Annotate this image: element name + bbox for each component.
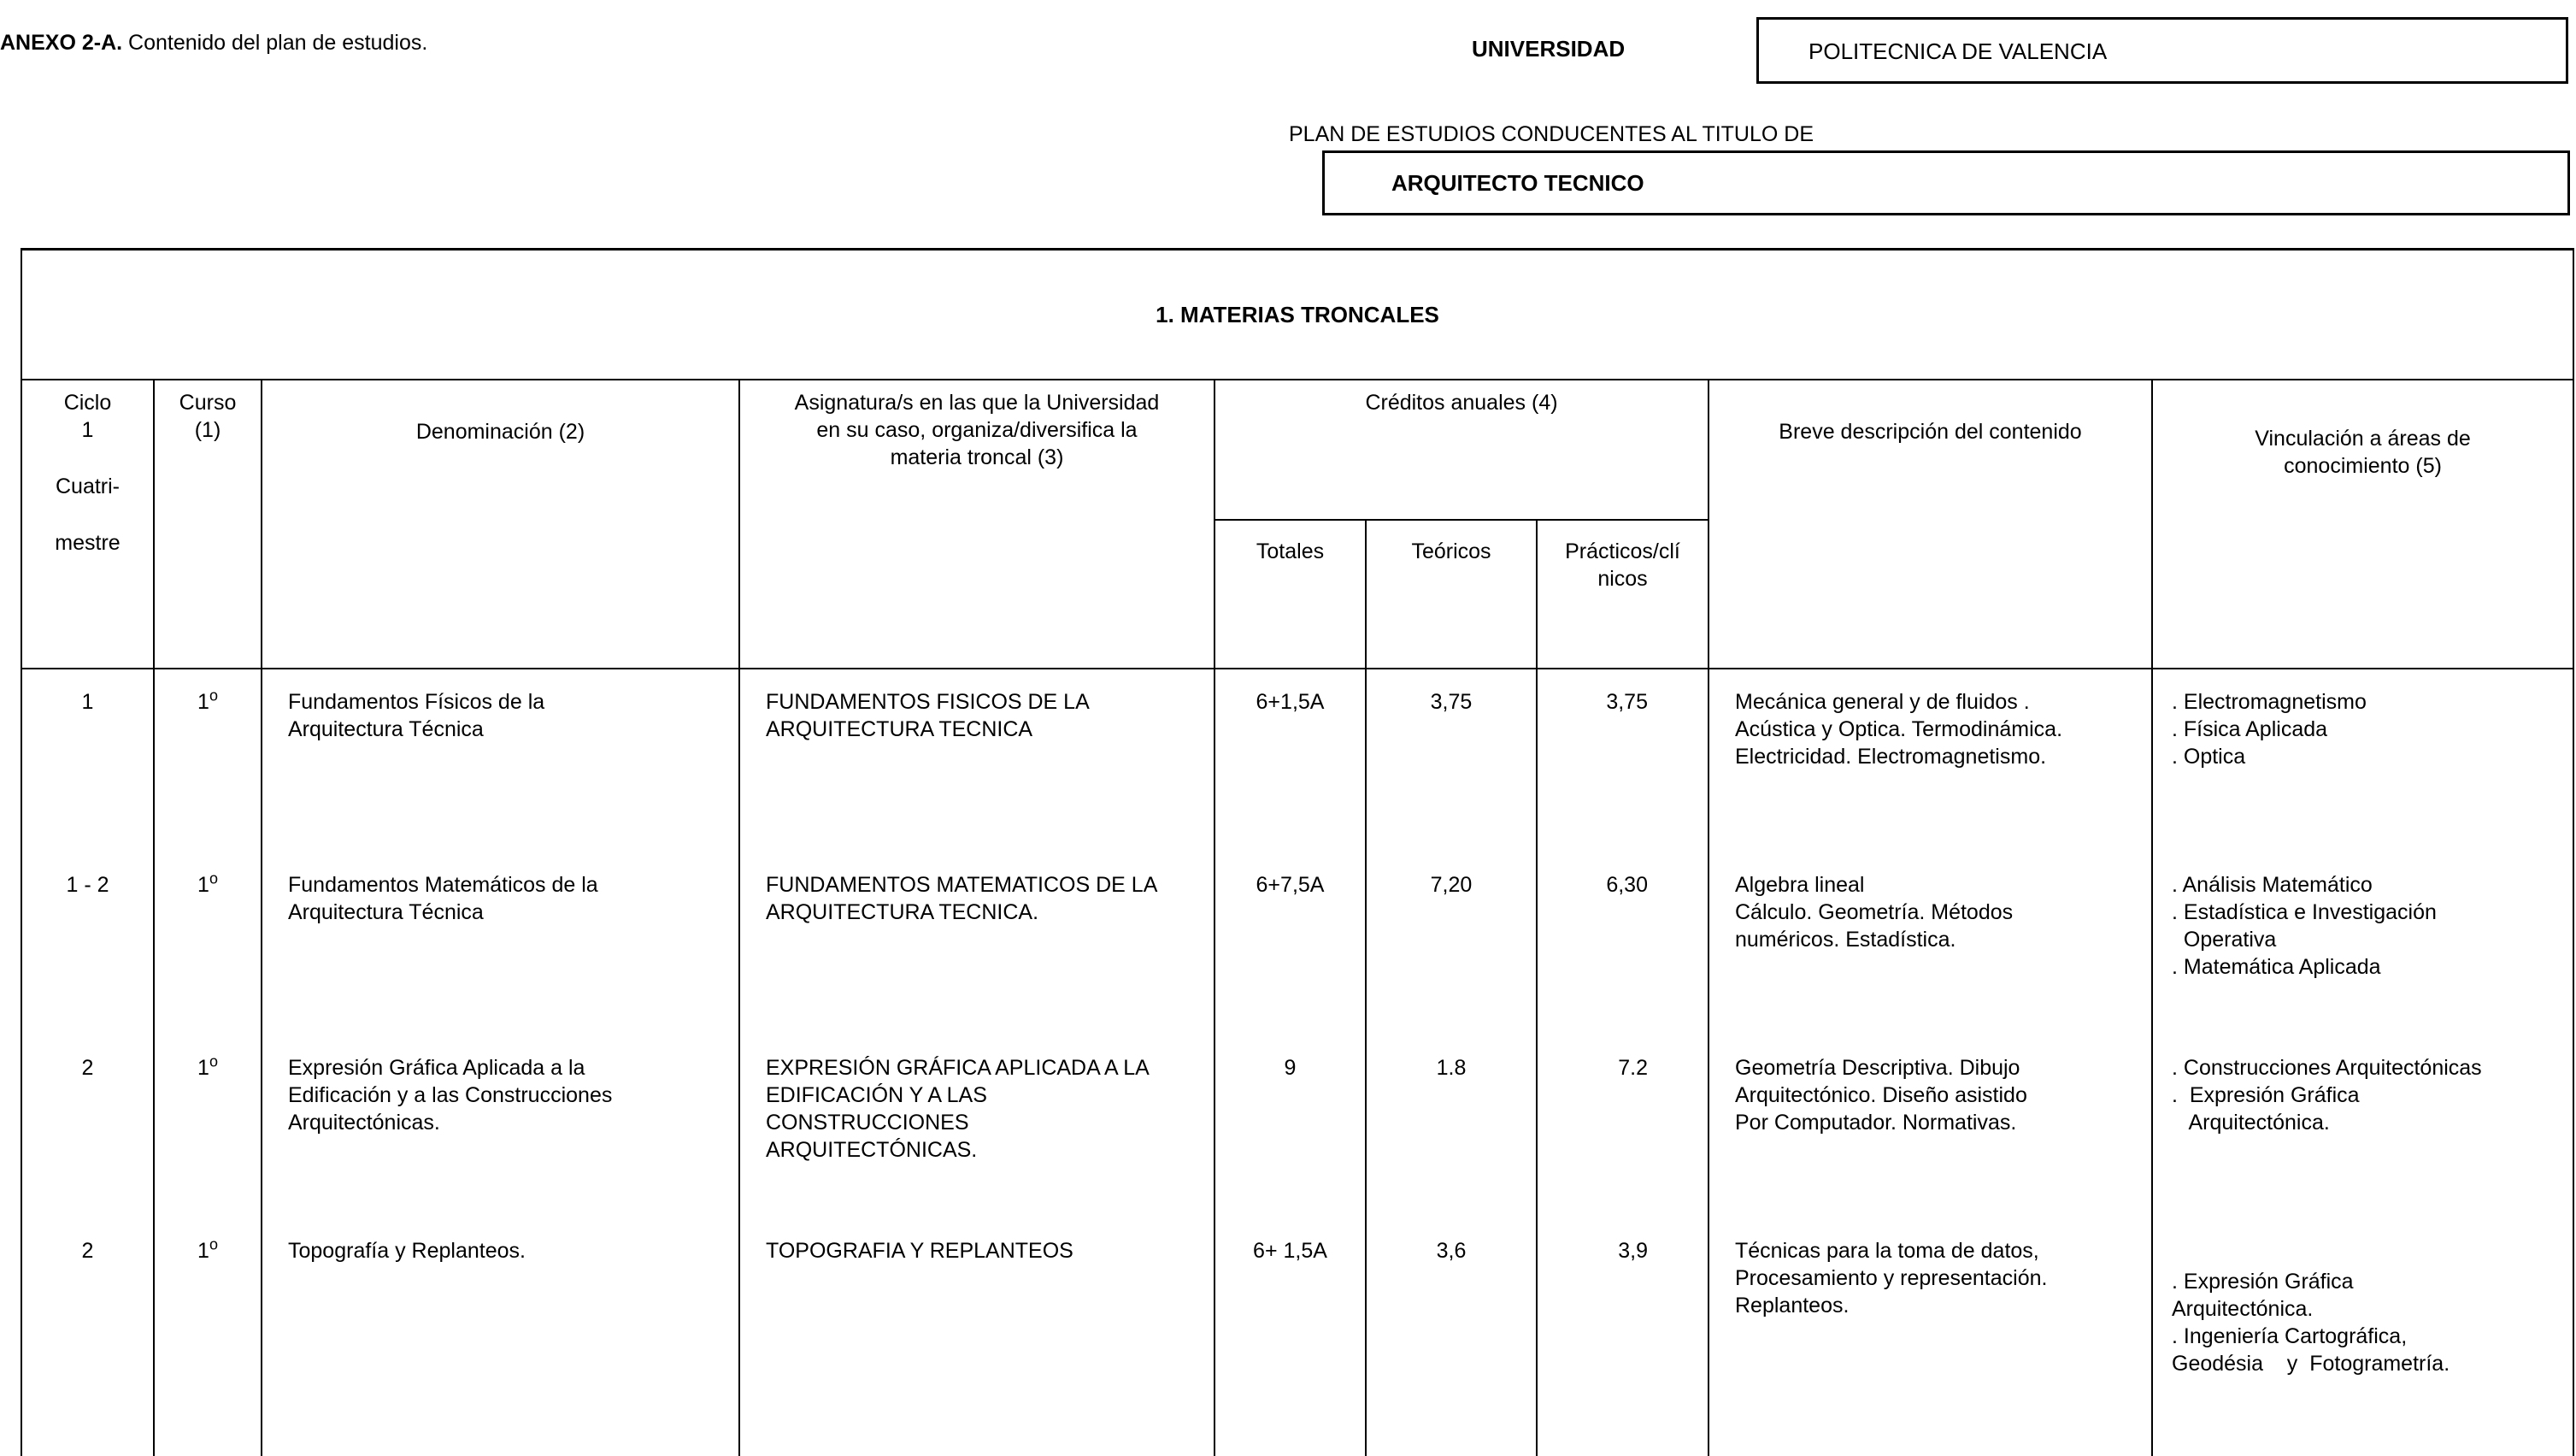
area-line: . Expresión Gráfica <box>2172 1083 2360 1107</box>
curso-value: 1 <box>197 1239 209 1263</box>
cell-curso <box>154 1218 262 1456</box>
cell-practicos: 3,75 <box>1537 669 1709 852</box>
cell-denominacion <box>262 1218 739 1456</box>
ciclo-line-1: Ciclo <box>63 391 112 415</box>
title-box <box>1322 150 2570 215</box>
descripcion-line: Algebra lineal <box>1735 873 1865 897</box>
asignatura-line: ARQUITECTÓNICAS. <box>766 1138 978 1162</box>
denominacion-line: Fundamentos Físicos de la <box>288 690 545 714</box>
curso-sup: o <box>209 869 218 887</box>
descripcion-line: Electricidad. Electromagnetismo. <box>1735 745 2047 769</box>
cell-practicos: 3,9 <box>1537 1218 1709 1456</box>
section-title: 1. MATERIAS TRONCALES <box>21 250 2573 380</box>
cell-descripcion <box>1709 1218 2152 1456</box>
descripcion-line: Acústica y Optica. Termodinámica. <box>1735 717 2063 741</box>
area-line: . Matemática Aplicada <box>2172 955 2381 979</box>
cell-descripcion <box>1709 669 2152 852</box>
cell-teoricos: 1.8 <box>1366 1035 1537 1218</box>
cell-curso <box>154 1035 262 1218</box>
cell-areas <box>2152 669 2573 852</box>
asignatura-line: CONSTRUCCIONES <box>766 1111 969 1135</box>
university-box <box>1756 17 2568 84</box>
curso-line-1: Curso <box>179 391 237 415</box>
asignatura-line: ARQUITECTURA TECNICA <box>766 717 1033 741</box>
vinculacion-line-2: conocimiento (5) <box>2284 454 2442 478</box>
curso-sup: o <box>209 687 218 704</box>
cell-practicos: 6,30 <box>1537 852 1709 1035</box>
descripcion-line: Arquitectónico. Diseño asistido <box>1735 1083 2027 1107</box>
descripcion-line: Por Computador. Normativas. <box>1735 1111 2017 1135</box>
practicos-line-2: nicos <box>1597 567 1648 591</box>
annex-heading <box>0 31 427 56</box>
cell-totales: 6+7,5A <box>1214 852 1366 1035</box>
ciclo-line-2: 1 <box>81 418 94 442</box>
denominacion-line: Edificación y a las Construcciones <box>288 1083 613 1107</box>
cell-ciclo: 2 <box>21 1035 154 1218</box>
cell-areas <box>2152 852 2573 1035</box>
plan-label: PLAN DE ESTUDIOS CONDUCENTES AL TITULO DE <box>1289 122 1814 146</box>
table-row <box>21 852 2573 1035</box>
cell-ciclo: 2 <box>21 1218 154 1456</box>
asignatura-line: FUNDAMENTOS MATEMATICOS DE LA <box>766 873 1158 897</box>
annex-label: ANEXO 2-A. <box>0 31 123 55</box>
cell-teoricos: 7,20 <box>1366 852 1537 1035</box>
col-vinculacion-header <box>2152 380 2573 669</box>
area-line: . Construcciones Arquitectónicas <box>2172 1056 2482 1080</box>
col-teoricos-header: Teóricos <box>1366 520 1537 669</box>
denominacion-line: Arquitectura Técnica <box>288 900 484 924</box>
cell-practicos: 7.2 <box>1537 1035 1709 1218</box>
asignatura-head-line-1: Asignatura/s en las que la Universidad <box>794 391 1160 415</box>
cell-asignatura <box>739 669 1214 852</box>
ciclo-line-4: mestre <box>55 531 121 555</box>
area-line: . Ingeniería Cartográfica, <box>2172 1324 2408 1348</box>
cell-teoricos: 3,75 <box>1366 669 1537 852</box>
descripcion-line: Cálculo. Geometría. Métodos <box>1735 900 2014 924</box>
cell-asignatura <box>739 1035 1214 1218</box>
col-asignatura-header <box>739 380 1214 669</box>
cell-denominacion <box>262 669 739 852</box>
descripcion-line: Procesamiento y representación. <box>1735 1266 2048 1290</box>
practicos-line-1: Prácticos/clí <box>1565 539 1680 563</box>
cell-asignatura <box>739 852 1214 1035</box>
cell-areas <box>2152 1218 2573 1456</box>
descripcion-line: numéricos. Estadística. <box>1735 928 1956 952</box>
col-ciclo-header <box>21 380 154 669</box>
cell-asignatura <box>739 1218 1214 1456</box>
asignatura-line: TOPOGRAFIA Y REPLANTEOS <box>766 1239 1073 1263</box>
cell-totales: 9 <box>1214 1035 1366 1218</box>
col-descripcion-header: Breve descripción del contenido <box>1709 380 2152 669</box>
asignatura-line: EXPRESIÓN GRÁFICA APLICADA A LA <box>766 1056 1150 1080</box>
descripcion-line: Replanteos. <box>1735 1294 1850 1317</box>
denominacion-line: Topografía y Replanteos. <box>288 1239 526 1263</box>
area-line: Arquitectónica. <box>2172 1297 2314 1321</box>
col-practicos-header <box>1537 520 1709 669</box>
cell-descripcion <box>1709 852 2152 1035</box>
descripcion-line: Geometría Descriptiva. Dibujo <box>1735 1056 2020 1080</box>
area-line: . Estadística e Investigación <box>2172 900 2437 924</box>
annex-text: Contenido del plan de estudios. <box>128 31 428 55</box>
asignatura-line: EDIFICACIÓN Y A LAS <box>766 1083 987 1107</box>
materias-table <box>21 248 2574 1456</box>
cell-ciclo: 1 <box>21 669 154 852</box>
area-line: . Expresión Gráfica <box>2172 1270 2354 1294</box>
title-value: ARQUITECTO TECNICO <box>1391 170 1644 196</box>
area-line: Operativa <box>2172 928 2277 952</box>
denominacion-line: Fundamentos Matemáticos de la <box>288 873 598 897</box>
table-row <box>21 669 2573 852</box>
cell-totales: 6+1,5A <box>1214 669 1366 852</box>
curso-value: 1 <box>197 1056 209 1080</box>
curso-value: 1 <box>197 873 209 897</box>
area-line: . Análisis Matemático <box>2172 873 2373 897</box>
ciclo-line-3: Cuatri- <box>55 475 120 498</box>
cell-curso <box>154 852 262 1035</box>
cell-areas <box>2152 1035 2573 1218</box>
area-line: Arquitectónica. <box>2172 1111 2330 1135</box>
area-line: . Optica <box>2172 745 2246 769</box>
university-label: UNIVERSIDAD <box>1472 36 1626 62</box>
curso-sup: o <box>209 1052 218 1070</box>
asignatura-line: FUNDAMENTOS FISICOS DE LA <box>766 690 1090 714</box>
area-line: Geodésia y Fotogrametría. <box>2172 1352 2450 1376</box>
descripcion-line: Técnicas para la toma de datos, <box>1735 1239 2039 1263</box>
denominacion-line: Arquitectura Técnica <box>288 717 484 741</box>
university-value: POLITECNICA DE VALENCIA <box>1808 38 2108 64</box>
curso-sup: o <box>209 1235 218 1253</box>
cell-teoricos: 3,6 <box>1366 1218 1537 1456</box>
area-line: . Física Aplicada <box>2172 717 2328 741</box>
cell-totales: 6+ 1,5A <box>1214 1218 1366 1456</box>
col-denominacion-header: Denominación (2) <box>262 380 739 669</box>
col-creditos-header: Créditos anuales (4) <box>1214 380 1709 520</box>
denominacion-line: Arquitectónicas. <box>288 1111 440 1135</box>
cell-curso <box>154 669 262 852</box>
col-totales-header: Totales <box>1214 520 1366 669</box>
asignatura-line: ARQUITECTURA TECNICA. <box>766 900 1039 924</box>
cell-denominacion <box>262 852 739 1035</box>
descripcion-line: Mecánica general y de fluidos . <box>1735 690 2030 714</box>
col-curso-header <box>154 380 262 669</box>
cell-ciclo: 1 - 2 <box>21 852 154 1035</box>
curso-value: 1 <box>197 690 209 714</box>
table-row <box>21 1035 2573 1218</box>
cell-denominacion <box>262 1035 739 1218</box>
curso-line-2: (1) <box>194 418 221 442</box>
denominacion-line: Expresión Gráfica Aplicada a la <box>288 1056 585 1080</box>
area-line: . Electromagnetismo <box>2172 690 2367 714</box>
asignatura-head-line-3: materia troncal (3) <box>890 445 1064 469</box>
cell-descripcion <box>1709 1035 2152 1218</box>
table-row <box>21 1218 2573 1456</box>
asignatura-head-line-2: en su caso, organiza/diversifica la <box>816 418 1138 442</box>
vinculacion-line-1: Vinculación a áreas de <box>2255 427 2471 451</box>
